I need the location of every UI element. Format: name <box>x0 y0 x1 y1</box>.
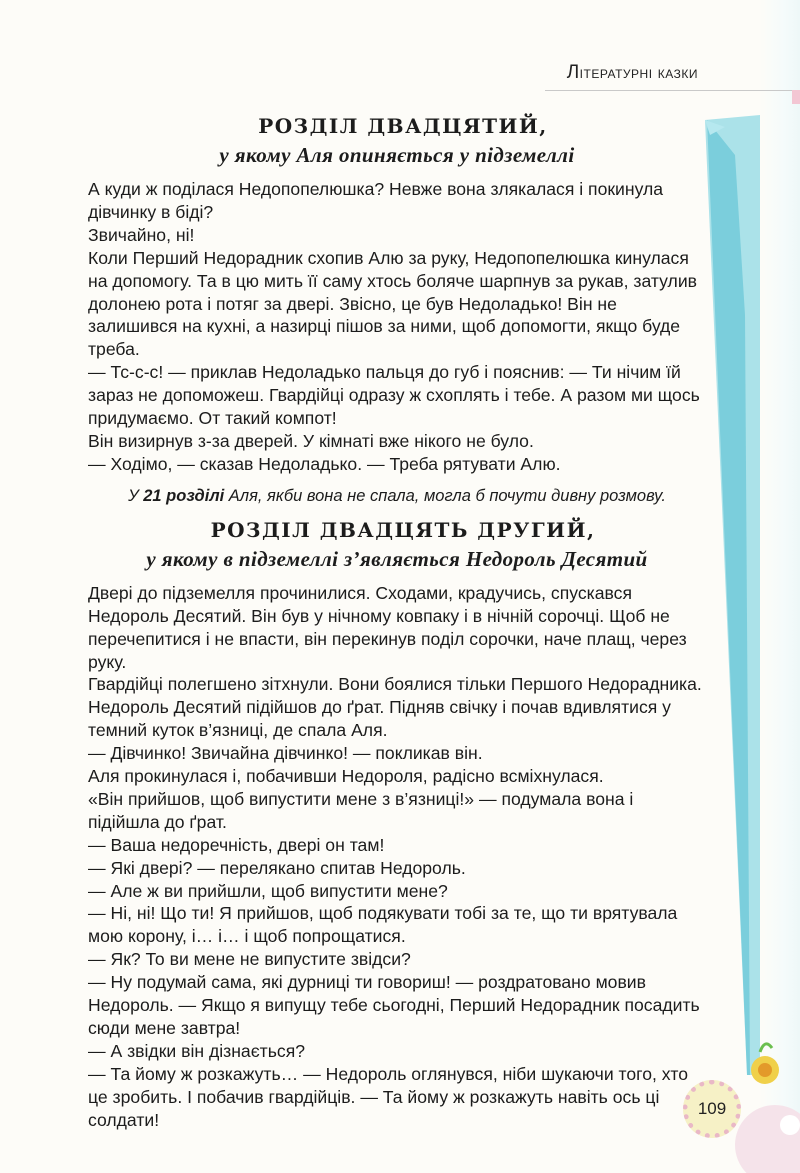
paragraph: Коли Перший Недорадник схопив Алю за руку, Недопопелюшка кинулася на допомогу. Та в цю мить її саму хтось боляче шарпнув за рукав, затулив долонею рота і потяг за двері. Звісно, це був Недоладько! Він не залишився на кухні, а назирці пішов за ними, щоб допомогти, якщо буде треба. <box>88 247 697 360</box>
paragraph: «Він прийшов, щоб випустити мене з в’язниці!» — подумала вона і підійшла до ґрат. <box>88 788 634 832</box>
paragraph: Аля прокинулася і, побачивши Недороля, радісно всміхнулася. <box>88 766 604 787</box>
page-content <box>88 112 706 1132</box>
paragraph: — Тс-с-с! — приклав Недоладько пальця до губ і пояснив: — Ти нічим їй зараз не допоможеш. Гвардійці одразу ж схоплять і тебе. А разом ми щось придумаємо. От такий компот! <box>88 362 700 429</box>
paragraph: — Ваша недоречність, двері он там! <box>88 834 385 855</box>
note-bold: 21 розділі <box>143 486 225 505</box>
paragraph: Звичайно, ні! <box>88 224 195 245</box>
paragraph: — А звідки він дізнається? <box>88 1040 306 1061</box>
paragraph: — Як? То ви мене не випустите звідси? <box>88 949 411 970</box>
chapter-title: РОЗДІЛ ДВАДЦЯТИЙ, <box>258 114 548 138</box>
paragraph: А куди ж поділася Недопопелюшка? Невже вона злякалася і покинула дівчинку в біді? <box>88 179 664 222</box>
note-prefix: У <box>128 486 144 505</box>
chapter-body <box>88 582 706 1132</box>
chapter-note <box>88 486 706 506</box>
decorative-ribbon <box>705 115 760 1075</box>
paragraph: Недороль Десятий підійшов до ґрат. Підняв свічку і почав вдивлятися у темний куток в’язниці, де спала Аля. <box>88 697 671 741</box>
header-rule <box>545 90 800 91</box>
paragraph: — Ні, ні! Що ти! Я прийшов, щоб подякувати тобі за те, що ти врятувала мою корону, і… і… і щоб попрощатися. <box>88 903 678 947</box>
page-number: 109 <box>697 1099 727 1118</box>
chapter-body <box>88 178 706 476</box>
running-head: Літературні казки <box>566 62 698 83</box>
corner-accent <box>792 90 800 104</box>
page-edge-shade <box>760 0 800 1173</box>
paragraph: — Ходімо, — сказав Недоладько. — Треба рятувати Алю. <box>88 453 561 474</box>
page-number-badge <box>683 1080 741 1138</box>
chapter-subtitle: у якому в підземеллі з’являється Недороль Десятий <box>146 546 648 571</box>
paragraph: — Але ж ви прийшли, щоб випустити мене? <box>88 880 448 901</box>
note-text: Аля, якби вона не спала, могла б почути дивну розмову. <box>224 486 666 505</box>
paragraph: — Ну подумай сама, які дурниці ти говориш! — роздратовано мовив Недороль. — Якщо я випущу тебе сьогодні, Перший Недорадник посадить сюди мене завтра! <box>88 972 700 1038</box>
paragraph: — Дівчинко! Звичайна дівчинко! — покликав він. <box>88 743 483 764</box>
chapter-subtitle: у якому Аля опиняється у підземеллі <box>219 143 575 167</box>
paragraph: — Та йому ж розкажуть… — Недороль оглянувся, ніби шукаючи того, хто це зробить. І побачив гвардійців. — Та йому ж розкажуть навіть ось ці солдати! <box>88 1063 689 1130</box>
paragraph: — Які двері? — перелякано спитав Недороль. <box>88 857 466 878</box>
chapter-title: РОЗДІЛ ДВАДЦЯТЬ ДРУГИЙ, <box>210 517 596 542</box>
paragraph: Він визирнув з-за дверей. У кімнаті вже нікого не було. <box>88 430 534 451</box>
paragraph: Гвардійці полегшено зітхнули. Вони боялися тільки Першого Недорадника. <box>88 674 702 695</box>
paragraph: Двері до підземелля прочинилися. Сходами, крадучись, спускався Недороль Десятий. Він був у нічному ковпаку і в нічній сорочці. Щоб не перечепитися і не впасти, він перекинув поділ сорочки, наче плащ, через руку. <box>88 582 687 672</box>
